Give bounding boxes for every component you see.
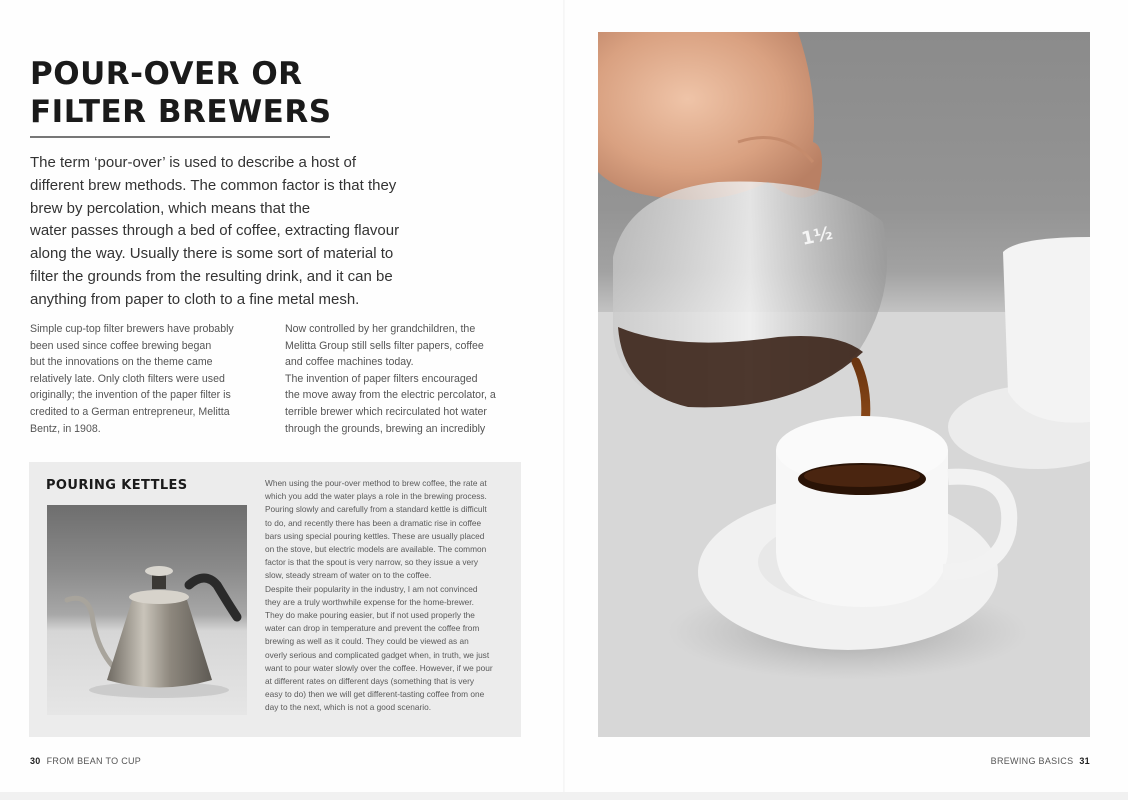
sidebar-line: Pouring slowly and carefully from a standard kettle is difficult <box>265 504 487 515</box>
svg-text:1½: 1½ <box>799 222 835 250</box>
intro-line: along the way. Usually there is some sort of material to <box>30 245 394 263</box>
kettle-photo <box>47 505 247 715</box>
intro-line: different brew methods. The common factor is that they <box>30 176 397 194</box>
body-line: through the grounds, brewing an incredibly <box>285 422 486 435</box>
title-line-2: FILTER BREWERS <box>30 94 332 130</box>
body-line: and coffee machines today. <box>285 356 414 369</box>
intro-line: water passes through a bed of coffee, extracting flavour <box>30 222 400 240</box>
intro-paragraph <box>30 152 435 312</box>
sidebar-title: POURING KETTLES <box>46 478 188 493</box>
sidebar-line: day to the next, which is not a good scenario. <box>265 702 432 713</box>
page-bottom-edge <box>0 792 1128 800</box>
title-line-1: POUR-OVER OR <box>30 56 303 92</box>
sidebar-line: bars using special pouring kettles. These are usually placed <box>265 530 485 541</box>
sidebar-line: They do make pouring easier, but if not used properly the <box>265 610 475 621</box>
intro-line: The term ‘pour-over’ is used to describe a host of <box>30 154 356 171</box>
pour-over-illustration <box>598 32 1090 737</box>
sidebar-line: overly serious and complicated gadget when, in truth, we just <box>265 649 490 660</box>
body-line: The invention of paper filters encouraged <box>285 372 478 385</box>
body-line: terrible brewer which recirculated hot water <box>285 405 487 418</box>
sidebar-line: slow, steady stream of water on to the coffee. <box>265 570 432 581</box>
body-line: Melitta Group still sells filter papers, coffee <box>285 339 484 352</box>
section-title-left: FROM BEAN TO CUP <box>46 756 142 766</box>
body-line: been used since coffee brewing began <box>30 339 212 352</box>
sidebar-line: want to pour water slowly over the coffee. However, if we pour <box>265 662 493 673</box>
page-number-left: 30 <box>30 756 41 766</box>
sidebar-line: easy to do) then we will get different-tasting coffee from one <box>265 689 485 700</box>
intro-line: filter the grounds from the resulting drink, and it can be <box>30 267 393 285</box>
body-column-right <box>285 321 530 437</box>
body-line: Bentz, in 1908. <box>30 422 101 435</box>
sidebar-line: on the stove, but electric models are available. The common <box>265 544 487 555</box>
sidebar-line: at different rates on different days (something that is very <box>265 676 475 687</box>
title-divider <box>30 136 330 138</box>
sidebar-body-text <box>265 477 515 715</box>
footer-right <box>991 756 1090 766</box>
page-gutter <box>563 0 565 800</box>
sidebar-line: water can drop in temperature and prevent the coffee from <box>265 623 480 634</box>
intro-line: brew by percolation, which means that the <box>30 199 311 217</box>
pouring-kettles-sidebar <box>29 462 521 737</box>
body-line: the move away from the electric percolator, a <box>285 389 496 402</box>
intro-line: anything from paper to cloth to a fine metal mesh. <box>30 290 360 308</box>
body-line: Now controlled by her grandchildren, the <box>285 323 476 335</box>
body-line: relatively late. Only cloth filters were used <box>30 372 225 385</box>
body-line: but the innovations on the theme came <box>30 356 213 369</box>
footer-left <box>30 756 141 766</box>
page-title <box>30 55 332 131</box>
body-line: credited to a German entrepreneur, Melitta <box>30 405 230 418</box>
sidebar-line: factor is that the spout is very narrow, so they issue a very <box>265 557 479 568</box>
kettle-illustration <box>47 505 247 715</box>
sidebar-line: to do, and recently there has been a dramatic rise in coffee <box>265 517 482 528</box>
sidebar-line: brewing as well as it could. They could be viewed as an <box>265 636 469 647</box>
body-column-left <box>30 321 275 437</box>
body-line: originally; the invention of the paper filter is <box>30 389 231 402</box>
pour-over-photo <box>598 32 1090 737</box>
sidebar-line: they are a truly worthwhile expense for the home-brewer. <box>265 596 474 607</box>
section-title-right: BREWING BASICS <box>990 756 1074 766</box>
page-number-right: 31 <box>1079 756 1090 766</box>
body-line: Simple cup-top filter brewers have probably <box>30 323 234 335</box>
sidebar-line: which you add the water plays a role in the brewing process. <box>265 491 487 502</box>
sidebar-line: When using the pour-over method to brew coffee, the rate at <box>265 478 487 488</box>
sidebar-line: Despite their popularity in the industry, I am not convinced <box>265 583 478 594</box>
